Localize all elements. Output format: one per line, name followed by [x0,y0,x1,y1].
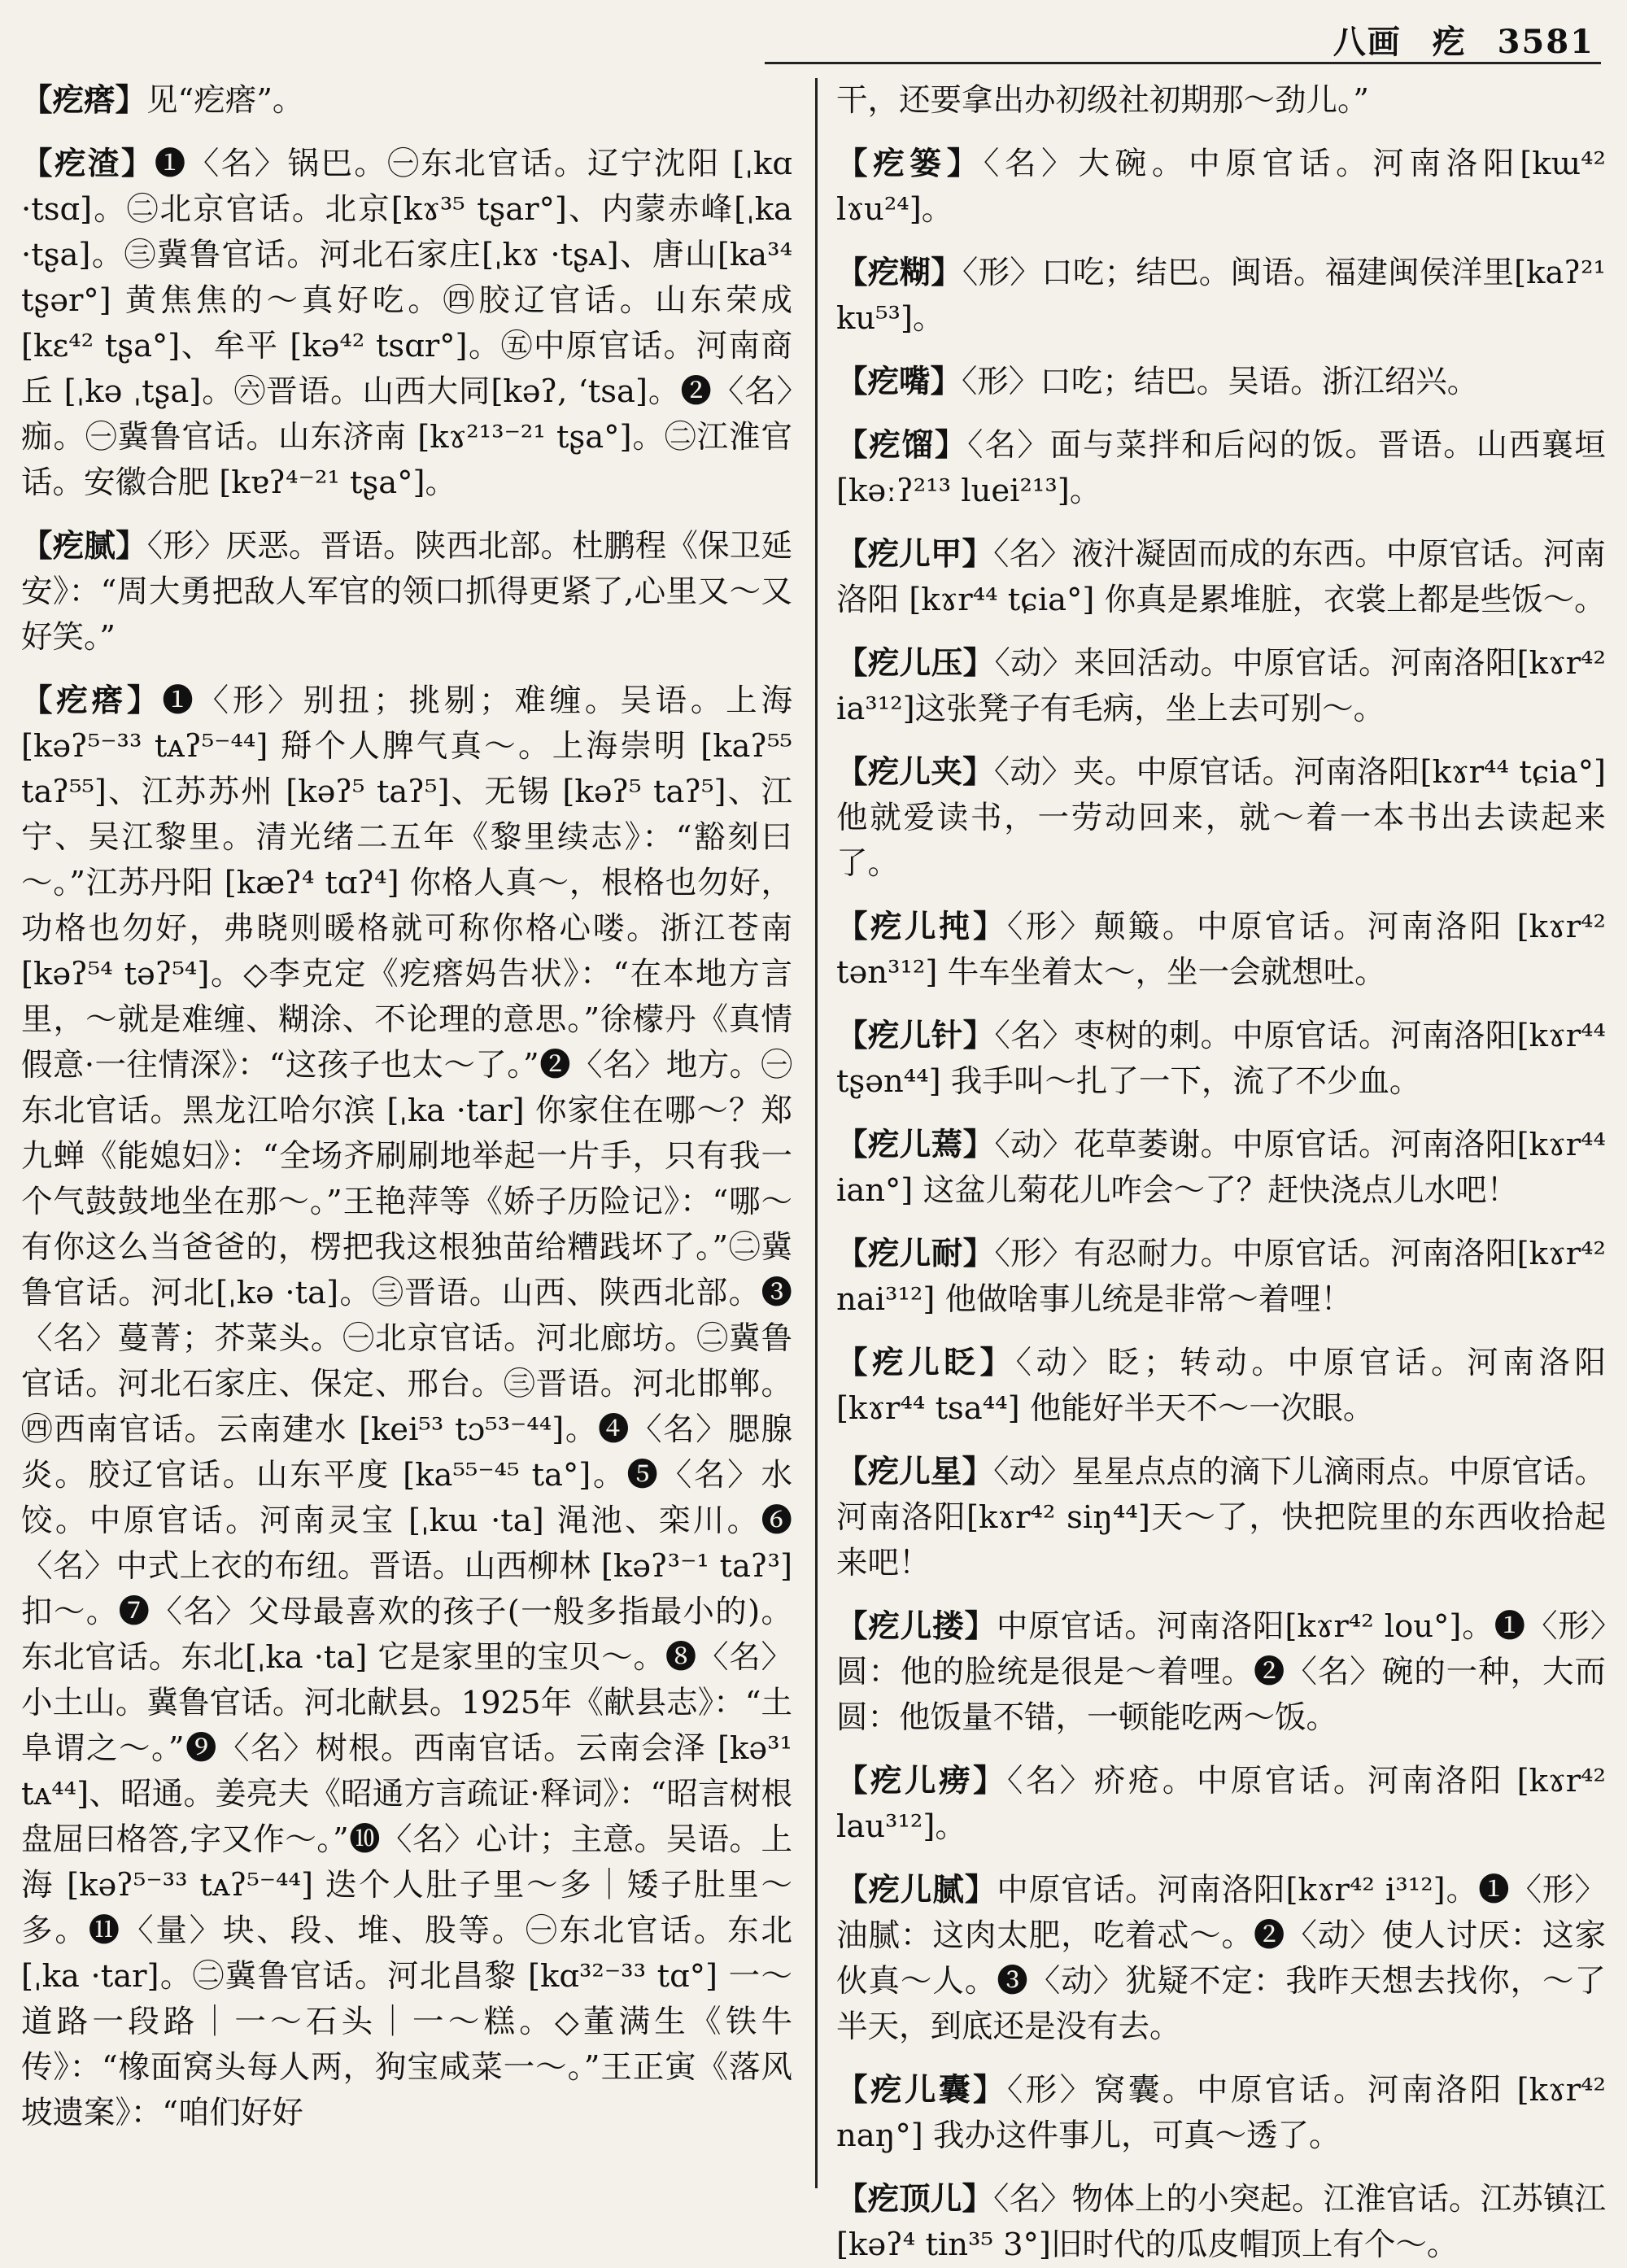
right-column [836,78,1606,2263]
headword: 【疙腻】 [21,528,147,565]
headword: 【疙儿蔫】 [836,1127,995,1163]
headword: 【疙儿耐】 [836,1236,995,1272]
definition: 中原官话。河南洛阳[kɤr⁴² lou°]。❶〈形〉圆：他的脸统是很是～着哩。❷〈名〉碗的一种，大而圆：他饭量不错，一顿能吃两～饭。 [836,1608,1606,1736]
headword: 【疙儿压】 [836,645,995,682]
dictionary-entry [836,1759,1606,1850]
dictionary-entry [836,1232,1606,1323]
headword: 【疙儿针】 [836,1018,995,1054]
page-header [0,0,1627,65]
headword: 【疙儿扽】 [836,909,1008,945]
headword: 【疙儿搂】 [836,1608,997,1645]
definition: 〈形〉厌恶。晋语。陕西北部。杜鹏程《保卫延安》：“周大勇把敌人军官的领口抓得更紧了,心里又～又好笑。” [21,528,792,656]
running-head [1315,16,1594,63]
headword: 【疙儿夹】 [836,754,994,791]
left-column [21,78,792,2180]
headword: 【疙儿囊】 [836,2072,1008,2109]
definition: 中原官话。河南洛阳[kɤr⁴² i³¹²]。❶〈形〉油腻：这肉太肥，吃着忒～。❷〈动〉使人讨厌：这家伙真～人。❸〈动〉犹疑不定：我昨天想去找你，～了半天，到底还是没有去。 [836,1872,1606,2045]
definition: 〈动〉夹。中原官话。河南洛阳[kɤr⁴⁴ tɕia°] 他就爱读书，一劳动回来，就～着一本书出去读起来了。 [836,754,1606,882]
definition: 〈名〉大碗。中原官话。河南洛阳[kɯ⁴² lɤu²⁴]。 [836,146,1606,228]
dictionary-entry [21,78,792,124]
dictionary-entry [836,905,1606,996]
headword: 【疙瘩】 [21,82,147,119]
column-divider [815,78,818,2188]
definition: 〈形〉口吃；结巴。吴语。浙江绍兴。 [962,364,1479,400]
dictionary-entry [836,750,1606,887]
dictionary-entry [836,142,1606,233]
headword: 【疙嘴】 [836,364,962,400]
headword: 【疙瘩】 [21,683,163,719]
dictionary-entry [836,2068,1606,2159]
headword: 【疙儿甲】 [836,536,994,573]
definition: 〈名〉枣树的刺。中原官话。河南洛阳[kɤr⁴⁴ tʂən⁴⁴] 我手叫～扎了一下，流了不少血。 [836,1018,1606,1100]
dictionary-entry [836,1450,1606,1586]
definition: 〈名〉面与菜拌和后闷的饭。晋语。山西襄垣 [kəːʔ²¹³ luei²¹³]。 [836,427,1606,509]
definition: 〈动〉眨；转动。中原官话。河南洛阳 [kɤr⁴⁴ tsa⁴⁴] 他能好半天不～一次眼。 [836,1345,1606,1427]
definition: 〈形〉有忍耐力。中原官话。河南洛阳[kɤr⁴² nai³¹²] 他做啥事儿统是非常～着哩！ [836,1236,1606,1318]
definition: ❶〈名〉锅巴。㊀东北官话。辽宁沈阳 [ˌkɑ ·tsɑ]。㊁北京官话。北京[kɤ³⁵ tʂar°]、内蒙赤峰[ˌka ·tʂa]。㊂冀鲁官话。河北石家庄[ˌkɤ ·tʂᴀ]、唐山[ka³⁴ tʂər°] 黄焦焦的～真好吃。㊃胶辽官话。山东荣成 [kɛ⁴² tʂa°]、牟平 [kə⁴² tsɑr°]。㊄中原官话。河南商丘 [ˌkə ˌtʂa]。㊅晋语。山西大同[kəʔ, ʻtsa]。❷〈名〉痂。㊀冀鲁官话。山东济南 [kɤ²¹³⁻²¹ tʂa°]。㊁江淮官话。安徽合肥 [kɐʔ⁴⁻²¹ tʂa°]。 [21,146,792,501]
headword: 【疙馏】 [836,427,968,464]
headword: 【疙渣】 [21,146,155,182]
headword: 【疙儿眨】 [836,1345,1016,1381]
dictionary-entry [21,524,792,661]
stroke-count: 八画 [1333,23,1402,61]
dictionary-entry [836,2177,1606,2268]
dictionary-entry [836,423,1606,514]
dictionary-entry [836,1014,1606,1105]
dictionary-entry [836,641,1606,732]
definition: 〈动〉来回活动。中原官话。河南洛阳[kɤr⁴² ia³¹²]这张凳子有毛病，坐上去可别～。 [836,645,1606,727]
definition: ❶〈形〉别扭；挑剔；难缠。吴语。上海 [kəʔ⁵⁻³³ tᴀʔ⁵⁻⁴⁴] 搿个人脾气真～。上海崇明 [kaʔ⁵⁵ taʔ⁵⁵]、江苏苏州 [kəʔ⁵ taʔ⁵]、无锡 [kəʔ⁵ taʔ⁵]、江宁、吴江黎里。清光绪二五年《黎里续志》：“豁刻曰～。”江苏丹阳 [kæʔ⁴ tɑʔ⁴] 你格人真～，根格也勿好，功格也勿好，弗晓则暖格就可称你格心喽。浙江苍南 [kəʔ⁵⁴ təʔ⁵⁴]。◇李克定《疙瘩妈告状》：“在本地方言里，～就是难缠、糊涂、不论理的意思。”徐檬丹《真情假意·一往情深》：“这孩子也太～了。”❷〈名〉地方。㊀东北官话。黑龙江哈尔滨 [ˌka ·tar] 你家住在哪～？郑九蝉《能媳妇》：“全场齐刷刷地举起一片手，只有我一个气鼓鼓地坐在那～。”王艳萍等《娇子历险记》：“哪～有你这么当爸爸的，楞把我这根独苗给糟践坏了。”㊁冀鲁官话。河北[ˌkə ·ta]。㊂晋语。山西、陕西北部。❸〈名〉蔓菁；芥菜头。㊀北京官话。河北廊坊。㊁冀鲁官话。河北石家庄、保定、邢台。㊂晋语。河北邯郸。㊃西南官话。云南建水 [kei⁵³ tɔ⁵³⁻⁴⁴]。❹〈名〉腮腺炎。胶辽官话。山东平度 [ka⁵⁵⁻⁴⁵ ta°]。❺〈名〉水饺。中原官话。河南灵宝 [ˌkɯ ·ta] 渑池、栾川。❻〈名〉中式上衣的布纽。晋语。山西柳林 [kəʔ³⁻¹ taʔ³] 扣～。❼〈名〉父母最喜欢的孩子(一般多指最小的)。东北官话。东北[ˌka ·ta] 它是家里的宝贝～。❽〈名〉小土山。冀鲁官话。河北献县。1925年《献县志》：“土阜谓之～。”❾〈名〉树根。西南官话。云南会泽 [kə³¹ tᴀ⁴⁴]、昭通。姜亮夫《昭通方言疏证·释词》：“昭言树根盘屈曰格答,字又作～。”❿〈名〉心计；主意。吴语。上海 [kəʔ⁵⁻³³ tᴀʔ⁵⁻⁴⁴] 迭个人肚子里～多｜矮子肚里～多。⓫〈量〉块、段、堆、股等。㊀东北官话。东北[ˌka ·tar]。㊁冀鲁官话。河北昌黎 [kɑ³²⁻³³ tɑ°] 一～道路一段路｜一～石头｜一～糕。◇董满生《铁牛传》：“橡面窝头每人两，狗宝咸菜一～。”王正寅《落风坡遗案》：“咱们好好 [21,683,792,2131]
headword: 【疙糊】 [836,255,962,291]
definition: 〈名〉液汁凝固而成的东西。中原官话。河南洛阳 [kɤr⁴⁴ tɕia°] 你真是累堆脏，衣裳上都是些饭～。 [836,536,1606,618]
dictionary-entry [836,532,1606,623]
header-rule [765,62,1601,64]
dictionary-entry [836,1604,1606,1741]
definition: 〈名〉疥疮。中原官话。河南洛阳 [kɤr⁴² lau³¹²]。 [836,1763,1606,1845]
definition: 〈动〉花草萎谢。中原官话。河南洛阳[kɤr⁴⁴ ian°] 这盆儿菊花儿咋会～了？赶快浇点儿水吧！ [836,1127,1606,1209]
definition: 干，还要拿出办初级社初期那～劲儿。” [836,82,1369,119]
headword: 【疙篓】 [836,146,984,182]
definition: 〈形〉颠簸。中原官话。河南洛阳 [kɤr⁴² tən³¹²] 牛车坐着太～，坐一会就想吐。 [836,909,1606,991]
definition: 〈名〉物体上的小突起。江淮官话。江苏镇江 [kəʔ⁴ tin³⁵ 3°]旧时代的瓜皮帽顶上有个～。 [836,2181,1606,2263]
dictionary-entry [21,678,792,2136]
dictionary-entry [836,1868,1606,2050]
headword: 【疙儿痨】 [836,1763,1008,1799]
definition: 〈形〉窝囊。中原官话。河南洛阳 [kɤr⁴² naŋ°] 我办这件事儿，可真～透了。 [836,2072,1606,2154]
dictionary-entry [836,1123,1606,1214]
page-number: 3581 [1497,23,1594,61]
dictionary-entry-continued [836,78,1606,124]
headword: 【疙儿腻】 [836,1872,997,1908]
headword: 【疙顶儿】 [836,2181,994,2218]
definition: 见“疙瘩”。 [146,82,304,119]
dictionary-entry [21,142,792,506]
dictionary-entry [836,360,1606,405]
definition: 〈形〉口吃；结巴。闽语。福建闽侯洋里[kaʔ²¹ ku⁵³]。 [836,255,1606,337]
definition: 〈动〉星星点点的滴下儿滴雨点。中原官话。河南洛阳[kɤr⁴² siŋ⁴⁴]天～了，快把院里的东西收拾起来吧！ [836,1454,1606,1581]
dictionary-entry [836,251,1606,342]
headword: 【疙儿星】 [836,1454,994,1490]
dictionary-entry [836,1341,1606,1432]
radical-char: 疙 [1432,23,1467,61]
